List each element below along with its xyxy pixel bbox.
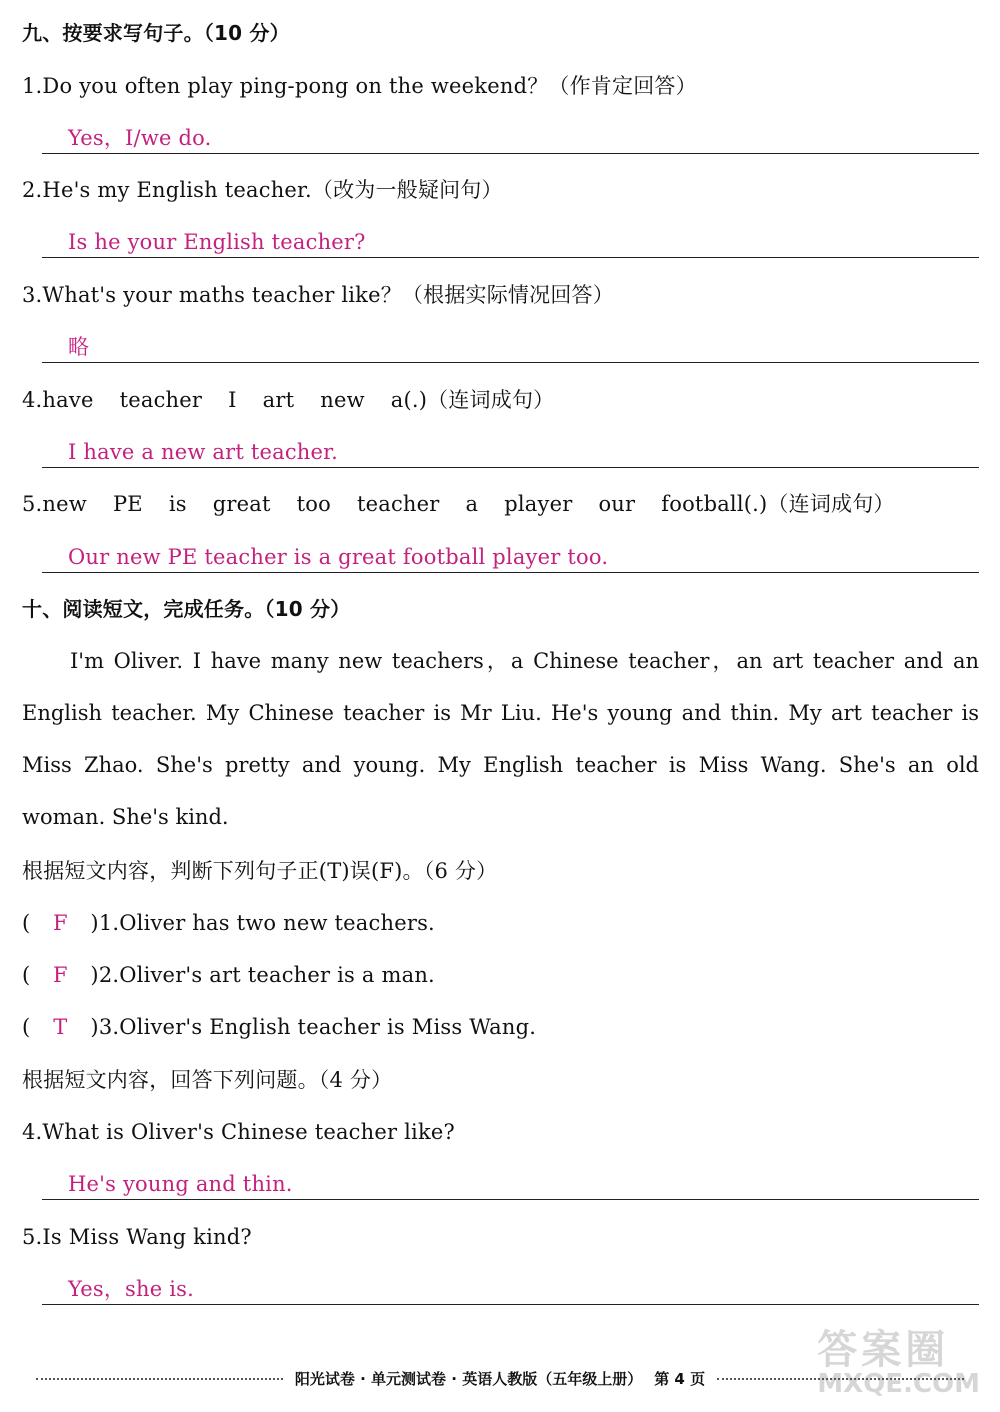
tf-mark: F [53, 911, 68, 935]
word: football(.)（连词成句） [661, 492, 895, 516]
word: great [212, 492, 271, 516]
watermark-logo: 答案圈 [817, 1327, 950, 1373]
passage-text: I'm Oliver. I have many new teachers，a Chinese teacher，an art teacher and an English teacher. My Chinese teacher is Mr Liu. He's young and thin. My art teacher is Miss Zhao. She's pretty and young. My English teacher is Miss Wang. She's an old woman. She's kind. [22, 649, 979, 829]
watermark-url: MXQE.COM [817, 1369, 980, 1399]
word: 5.new [22, 492, 87, 516]
tf-item: ( T )3.Oliver's English teacher is Miss Wang. [22, 1012, 536, 1042]
tf-statement: 1.Oliver has two new teachers. [98, 911, 435, 935]
tf-mark: F [53, 963, 68, 987]
answer-line [42, 467, 979, 468]
answer-9-4: I have a new art teacher. [68, 440, 338, 464]
tf-statement: 2.Oliver's art teacher is a man. [98, 963, 435, 987]
word: is [168, 492, 187, 516]
section-10-heading: 十、阅读短文，完成任务。（10 分） [22, 597, 351, 621]
page-footer [36, 1368, 964, 1389]
answer-10-5: Yes，she is. [68, 1277, 195, 1301]
word: art [262, 388, 295, 412]
word: a [465, 492, 479, 516]
word: player [504, 492, 573, 516]
word: a(.)（连词成句） [390, 388, 555, 412]
answer-line [42, 362, 979, 363]
tf-instruction: 根据短文内容，判断下列句子正(T)误(F)。（6 分） [22, 859, 498, 883]
question-9-2: 2.He's my English teacher.（改为一般疑问句） [22, 178, 503, 202]
question-9-5 [22, 489, 921, 519]
answer-line [42, 1199, 979, 1200]
question-9-4 [22, 385, 580, 415]
answer-9-2: Is he your English teacher? [68, 230, 366, 254]
answer-line [42, 572, 979, 573]
tf-item: ( F )2.Oliver's art teacher is a man. [22, 960, 435, 990]
answer-line [42, 257, 979, 258]
word: new [320, 388, 365, 412]
question-10-5: 5.Is Miss Wang kind? [22, 1225, 252, 1249]
qa-instruction: 根据短文内容，回答下列问题。（4 分） [22, 1068, 393, 1092]
footer-dots-right [717, 1378, 964, 1380]
word: teacher [356, 492, 440, 516]
question-9-1: 1.Do you often play ping-pong on the weekend？（作肯定回答） [22, 74, 697, 98]
word: teacher [119, 388, 203, 412]
answer-9-5: Our new PE teacher is a great football player too. [68, 545, 609, 569]
footer-dots-left [36, 1378, 283, 1380]
word: 4.have [22, 388, 94, 412]
word: I [228, 388, 237, 412]
section-9-heading: 九、按要求写句子。（10 分） [22, 21, 290, 45]
answer-9-3: 略 [68, 335, 90, 359]
reading-passage [22, 635, 979, 843]
answer-9-1: Yes，I/we do. [68, 126, 212, 150]
page-number: 第 4 页 [654, 1370, 706, 1388]
answer-10-4: He's young and thin. [68, 1172, 293, 1196]
tf-item: ( F )1.Oliver has two new teachers. [22, 908, 435, 938]
word: too [296, 492, 331, 516]
answer-line [42, 153, 979, 154]
question-10-4: 4.What is Oliver's Chinese teacher like? [22, 1120, 455, 1144]
question-9-3: 3.What's your maths teacher like？（根据实际情况回答） [22, 283, 614, 307]
answer-line [42, 1304, 979, 1305]
tf-mark: T [53, 1015, 68, 1039]
word: our [598, 492, 636, 516]
footer-title: 阳光试卷 · 单元测试卷 · 英语人教版（五年级上册） [294, 1370, 643, 1388]
tf-statement: 3.Oliver's English teacher is Miss Wang. [98, 1015, 537, 1039]
word: PE [112, 492, 143, 516]
